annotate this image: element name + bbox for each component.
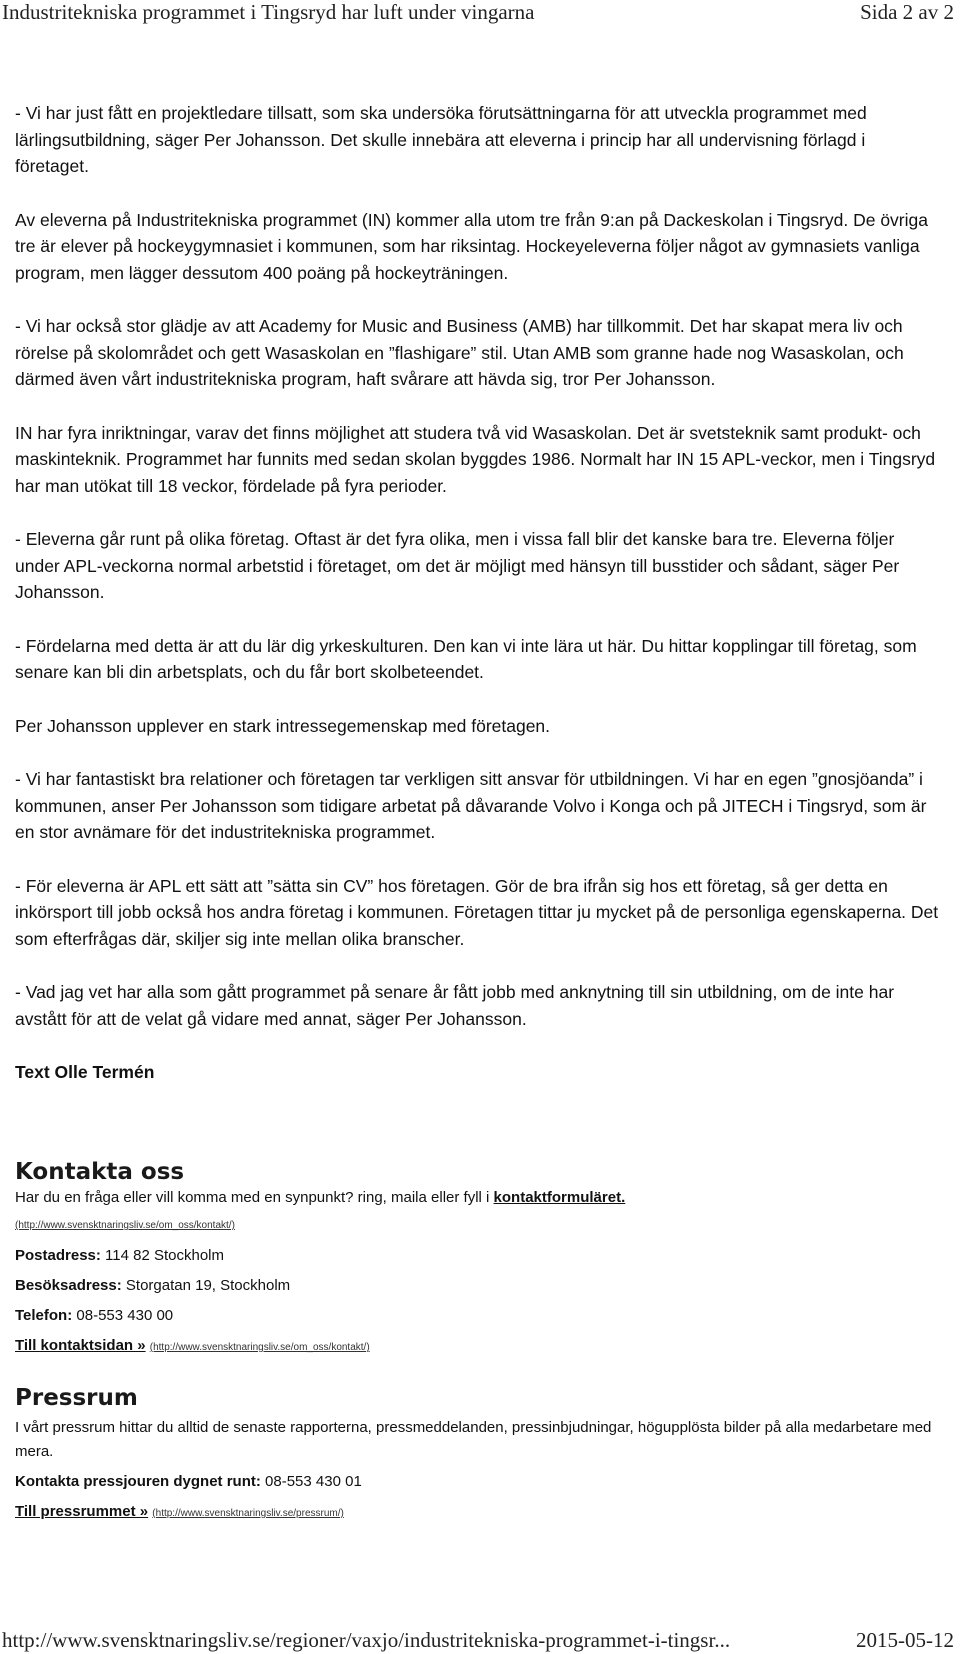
article-paragraph: - Eleverna går runt på olika företag. Oftast är det fyra olika, men i vissa fall blir det kanske bara tre. Eleverna följer under APL-veckorna normal arbetstid i företaget, om det är möjligt med hänsyn till busstider och sådant, säger Per Johansson. xyxy=(15,529,900,602)
article-paragraph: - Vad jag vet har alla som gått programmet på senare år fått jobb med anknytning till sin utbildning, om de inte har avstått för att de velat gå vidare med annat, säger Per Johansson. xyxy=(15,982,895,1029)
press-duty-value: 08-553 430 01 xyxy=(260,1473,362,1490)
article-paragraph: - Vi har också stor glädje av att Academy for Music and Business (AMB) har tillkommit. Det har skapat mera liv och rörelse på skolområdet och gett Wasaskolan en ”flashigare” stil. Utan AMB som granne hade nog Wasaskolan, och därmed även vårt industritekniska program, haft svårare att hävda sig, tror Per Johansson. xyxy=(15,316,904,389)
visit-value: Storgatan 19, Stockholm xyxy=(121,1277,291,1294)
article-paragraph: Av eleverna på Industritekniska programmet (IN) kommer alla utom tre från 9:an på Dackeskolan i Tingsryd. De övriga tre är elever på hockeygymnasiet i kommunen, som har riksintag. Hockeyeleverna följer något av gymnasiets vanliga program, men lägger dessutom 400 poäng på hockeyträningen. xyxy=(15,209,928,283)
article-paragraph: - Vi har fantastiskt bra relationer och företagen tar verkligen sitt ansvar för utbildningen. Vi har en egen ”gnosjöanda” i kommunen, anser Per Johansson som tidigare arbetat på dåvarande Volvo i Konga och på JITECH i Tingsryd, som är en stor avnämare för det industritekniska programmet. xyxy=(15,769,927,842)
contact-section xyxy=(15,1158,940,1524)
page-number: Sida 2 av 2 xyxy=(860,0,954,24)
phone xyxy=(15,1306,940,1326)
press-heading: Pressrum xyxy=(15,1385,138,1411)
postal-value: 114 82 Stockholm xyxy=(100,1247,225,1264)
phone-label: Telefon: xyxy=(15,1307,73,1324)
contact-form-url[interactable]: (http://www.svensktnaringsliv.se/om_oss/kontakt/) xyxy=(15,1220,235,1231)
contact-intro-text: Har du en fråga eller vill komma med en synpunkt? ring, maila eller fyll i xyxy=(15,1189,494,1206)
contact-page-line xyxy=(15,1336,940,1358)
contact-heading: Kontakta oss xyxy=(15,1159,185,1185)
footer-url: http://www.svensktnaringsliv.se/regioner/vaxjo/industritekniska-programmet-i-tingsr... xyxy=(2,1628,731,1652)
contact-form-url-line xyxy=(15,1214,940,1236)
phone-value: 08-553 430 00 xyxy=(72,1307,174,1324)
press-room-link[interactable]: Till pressrummet » xyxy=(15,1503,149,1520)
article-paragraph: - Vi har just fått en projektledare tillsatt, som ska undersöka förutsättningarna för att utveckla programmet med lärlingsutbildning, säger Per Johansson. Det skulle innebära att eleverna i princip har all undervisning förlagd i företaget. xyxy=(15,103,867,176)
contact-page-link[interactable]: Till kontaktsidan » xyxy=(15,1337,146,1354)
press-duty xyxy=(15,1472,940,1492)
contact-page-url[interactable]: (http://www.svensktnaringsliv.se/om_oss/kontakt/) xyxy=(149,1342,370,1353)
page-footer xyxy=(0,1628,960,1654)
article-paragraph: - För eleverna är APL ett sätt att ”sätta sin CV” hos företagen. Gör de bra ifrån sig hos ett företag, så ger detta en inkörsport till jobb också hos andra företag i kommunen. Företagen tittar ju mycket på de personliga egenskaperna. Det som efterfrågas där, skiljer sig inte mellan olika branscher. xyxy=(15,875,939,949)
press-room-line xyxy=(15,1502,940,1524)
postal-label: Postadress: xyxy=(15,1247,101,1264)
article-body xyxy=(15,100,940,1113)
contact-intro xyxy=(15,1188,940,1208)
article-paragraph: Per Johansson upplever en stark intressegemenskap med företagen. xyxy=(15,715,551,736)
article-paragraph: - Fördelarna med detta är att du lär dig yrkeskulturen. Den kan vi inte lära ut här. Du hittar kopplingar till företag, som senare kan bli din arbetsplats, och du får bort skolbeteendet. xyxy=(15,635,917,682)
visit-address xyxy=(15,1276,940,1296)
postal-address xyxy=(15,1246,940,1266)
press-room-url[interactable]: (http://www.svensktnaringsliv.se/pressrum/) xyxy=(152,1508,344,1519)
page-title: Industritekniska programmet i Tingsryd har luft under vingarna xyxy=(2,0,535,24)
article-byline: Text Olle Termén xyxy=(15,1062,155,1082)
visit-label: Besöksadress: xyxy=(15,1277,122,1294)
footer-date: 2015-05-12 xyxy=(856,1628,954,1652)
press-intro: I vårt pressrum hittar du alltid de senaste rapporterna, pressmeddelanden, pressinbjudningar, högupplösta bilder på alla medarbetare med mera. xyxy=(15,1419,932,1460)
contact-form-link[interactable]: kontaktformuläret. xyxy=(493,1189,626,1206)
article-paragraph: IN har fyra inriktningar, varav det finns möjlighet att studera två vid Wasaskolan. Det är svetsteknik samt produkt- och maskinteknik. Programmet har funnits med sedan skolan byggdes 1986. Normalt har IN 15 APL-veckor, men i Tingsryd har man utökat till 18 veckor, fördelade på fyra perioder. xyxy=(15,422,936,496)
page-header xyxy=(0,0,960,30)
press-duty-label: Kontakta pressjouren dygnet runt: xyxy=(15,1473,261,1490)
